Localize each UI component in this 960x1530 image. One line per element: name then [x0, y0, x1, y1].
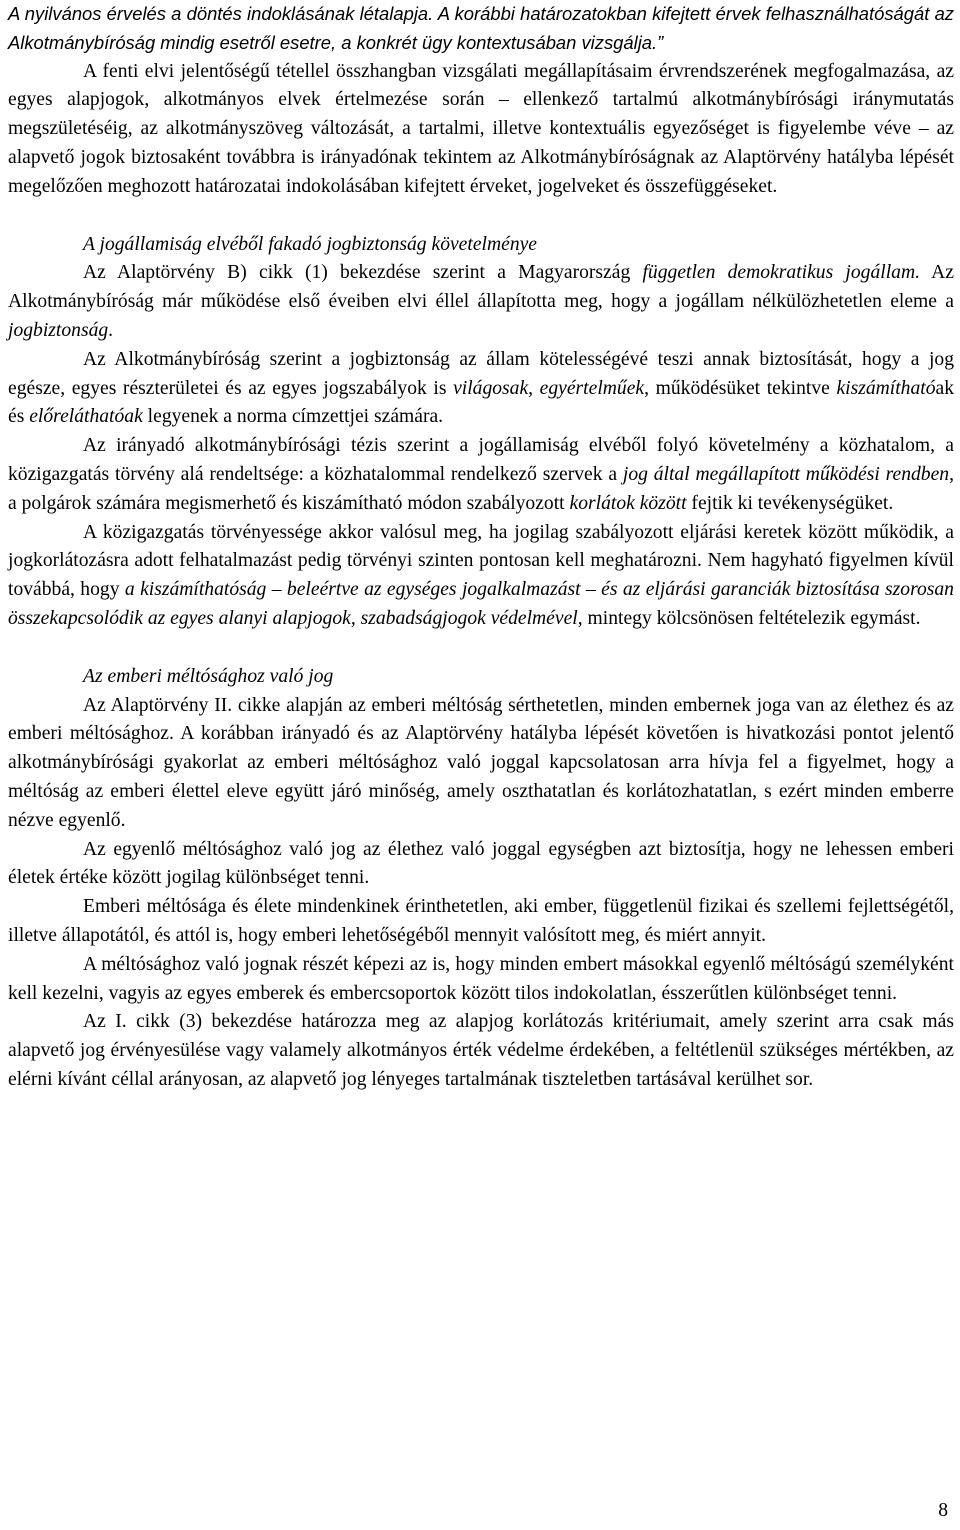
text: Az irányadó alkotmánybírósági tézis szerint a jogállamiság elvéből folyó követelmény a közhatalom, a közigazgatás törvény alá rendeltsége: a közhatalommal rendelkező szervek a [8, 435, 954, 485]
text: , mintegy kölcsönösen feltételezik egymást. [577, 607, 921, 629]
emphasis: korlátok között [569, 492, 687, 514]
text: A közigazgatás törvényessége akkor valósul meg, ha jogilag szabályozott eljárási keretek között működik, a jogkorlátozásra adott felhatalmazást pedig törvényi szinten pontosan kell meghatározni. Nem hagyható figyelmen kívül továbbá, hogy [8, 521, 954, 601]
paragraph-ii-cikk: Az Alaptörvény II. cikke alapján az emberi méltóság sérthetetlen, minden embernek joga van az élethez és az emberi méltósághoz. A korábban irányadó és az Alaptörvény hatályba lépését követően is hivatkozási pontot jelentő alkotmánybírósági gyakorlat az emberi méltósághoz való joggal kapcsolatosan arra hívja fel a figyelmet, hogy a méltóság az emberi élettel eleve együtt járó minőség, amely oszthatatlan és korlátozhatatlan, s ezért minden emberre nézve egyenlő. [8, 694, 954, 831]
text: , a polgárok számára megismerhető és kiszámítható módon szabályozott [8, 463, 954, 514]
paragraph-b-cikk [8, 259, 954, 345]
emphasis: jog által megállapított működési rendben [622, 463, 950, 485]
document-page [8, 0, 954, 1095]
text: . [108, 319, 114, 341]
text: Az Alkotmánybíróság már működése első éveiben elvi éllel állapította meg, hogy a jogállam nélkülözhetetlen eleme a [8, 262, 954, 313]
text: Az Alaptörvény B) cikk (1) bekezdése szerint a Magyarország [83, 262, 643, 284]
emphasis: jogbiztonság [8, 319, 109, 341]
text: legyenek a norma címzettjei számára. [142, 406, 444, 428]
paragraph-emberi: Emberi méltósága és élete mindenkinek érinthetetlen, aki ember, függetlenül fizikai és szellemi fejlettségétől, illetve állapotától, és attól is, hogy emberi lehetőségéből mennyit valósított meg, és miért annyit. [8, 896, 954, 946]
text: ak és [8, 377, 955, 428]
emphasis: kiszámítható [836, 377, 936, 399]
emphasis: világosak, egyértelműek [453, 377, 645, 399]
heading-jogbiztonsag: A jogállamiság elvéből fakadó jogbiztonság követelménye [83, 233, 538, 255]
page-number: 8 [938, 1500, 948, 1521]
text: , működésüket tekintve [644, 377, 837, 399]
quote-text: A nyilvános érvelés a döntés indoklásának létalapja. A korábbi határozatokban kifejtett érvek felhasználhatóságát az Alkotmánybíróság mindig esetről esetre, a konkrét ügy kontextusában vizsgálja.” [8, 3, 954, 53]
paragraph-allam [8, 346, 954, 432]
text: fejtik ki tevékenységüket. [686, 492, 894, 514]
paragraph-reszet: A méltósághoz való jognak részét képezi az is, hogy minden embert másokkal egyenlő méltóságú személyként kell kezelni, vagyis az egyes emberek és embercsoportok között tilos indokolatlan, ésszerűtlen különbséget tenni. [8, 953, 954, 1004]
heading-meltosag: Az emberi méltósághoz való jog [83, 665, 334, 687]
paragraph-fenti: A fenti elvi jelentőségű tétellel összhangban vizsgálati megállapításaim érvrendszerének megfogalmazása, az egyes alapjogok, alkotmányos elvek értelmezése során – ellenkező tartalmú alkotmánybírósági iránymutatás megszületéséig, az alkotmányszöveg változását, a tartalmi, illetve kontextuális egyezőséget is figyelembe véve – az alapvető jogok biztosaként továbbra is irányadónak tekintem az Alkotmánybíróságnak az Alaptörvény hatályba lépését megelőzően meghozott határozatai indokolásában kifejtett érveket, jogelveket és összefüggéseket. [8, 60, 954, 197]
emphasis: előreláthatóak [29, 406, 143, 428]
text: Az Alkotmánybíróság szerint a jogbiztonság az állam kötelességévé teszi annak biztosítását, hogy a jog egésze, egyes részterületei és az egyes jogszabályok is [8, 348, 954, 399]
paragraph-kozigazgatas [8, 519, 954, 634]
paragraph-egyenlo: Az egyenlő méltósághoz való jog az élethez való joggal egységben azt biztosítja, hogy ne lehessen emberi életek értéke között jogilag különbséget tenni. [8, 838, 954, 889]
emphasis: független demokratikus jogállam. [642, 262, 920, 284]
paragraph-iranyado [8, 432, 954, 518]
emphasis: a kiszámíthatóság – beleértve az egységes jogalkalmazást – és az eljárási garanciák biztosítása szorosan összekapcsolódik az egyes alanyi alapjogok, szabadságjogok védelmével [8, 579, 954, 629]
quote-paragraph [8, 0, 954, 58]
paragraph-i-cikk: Az I. cikk (3) bekezdése határozza meg az alapjog korlátozás kritériumait, amely szerint arra csak más alapvető jog érvényesülése vagy valamely alkotmányos érték védelme érdekében, a feltétlenül szükséges mértékben, az elérni kívánt céllal arányosan, az alapvető jog lényeges tartalmának tiszteletben tartásával kerülhet sor. [8, 1011, 954, 1090]
